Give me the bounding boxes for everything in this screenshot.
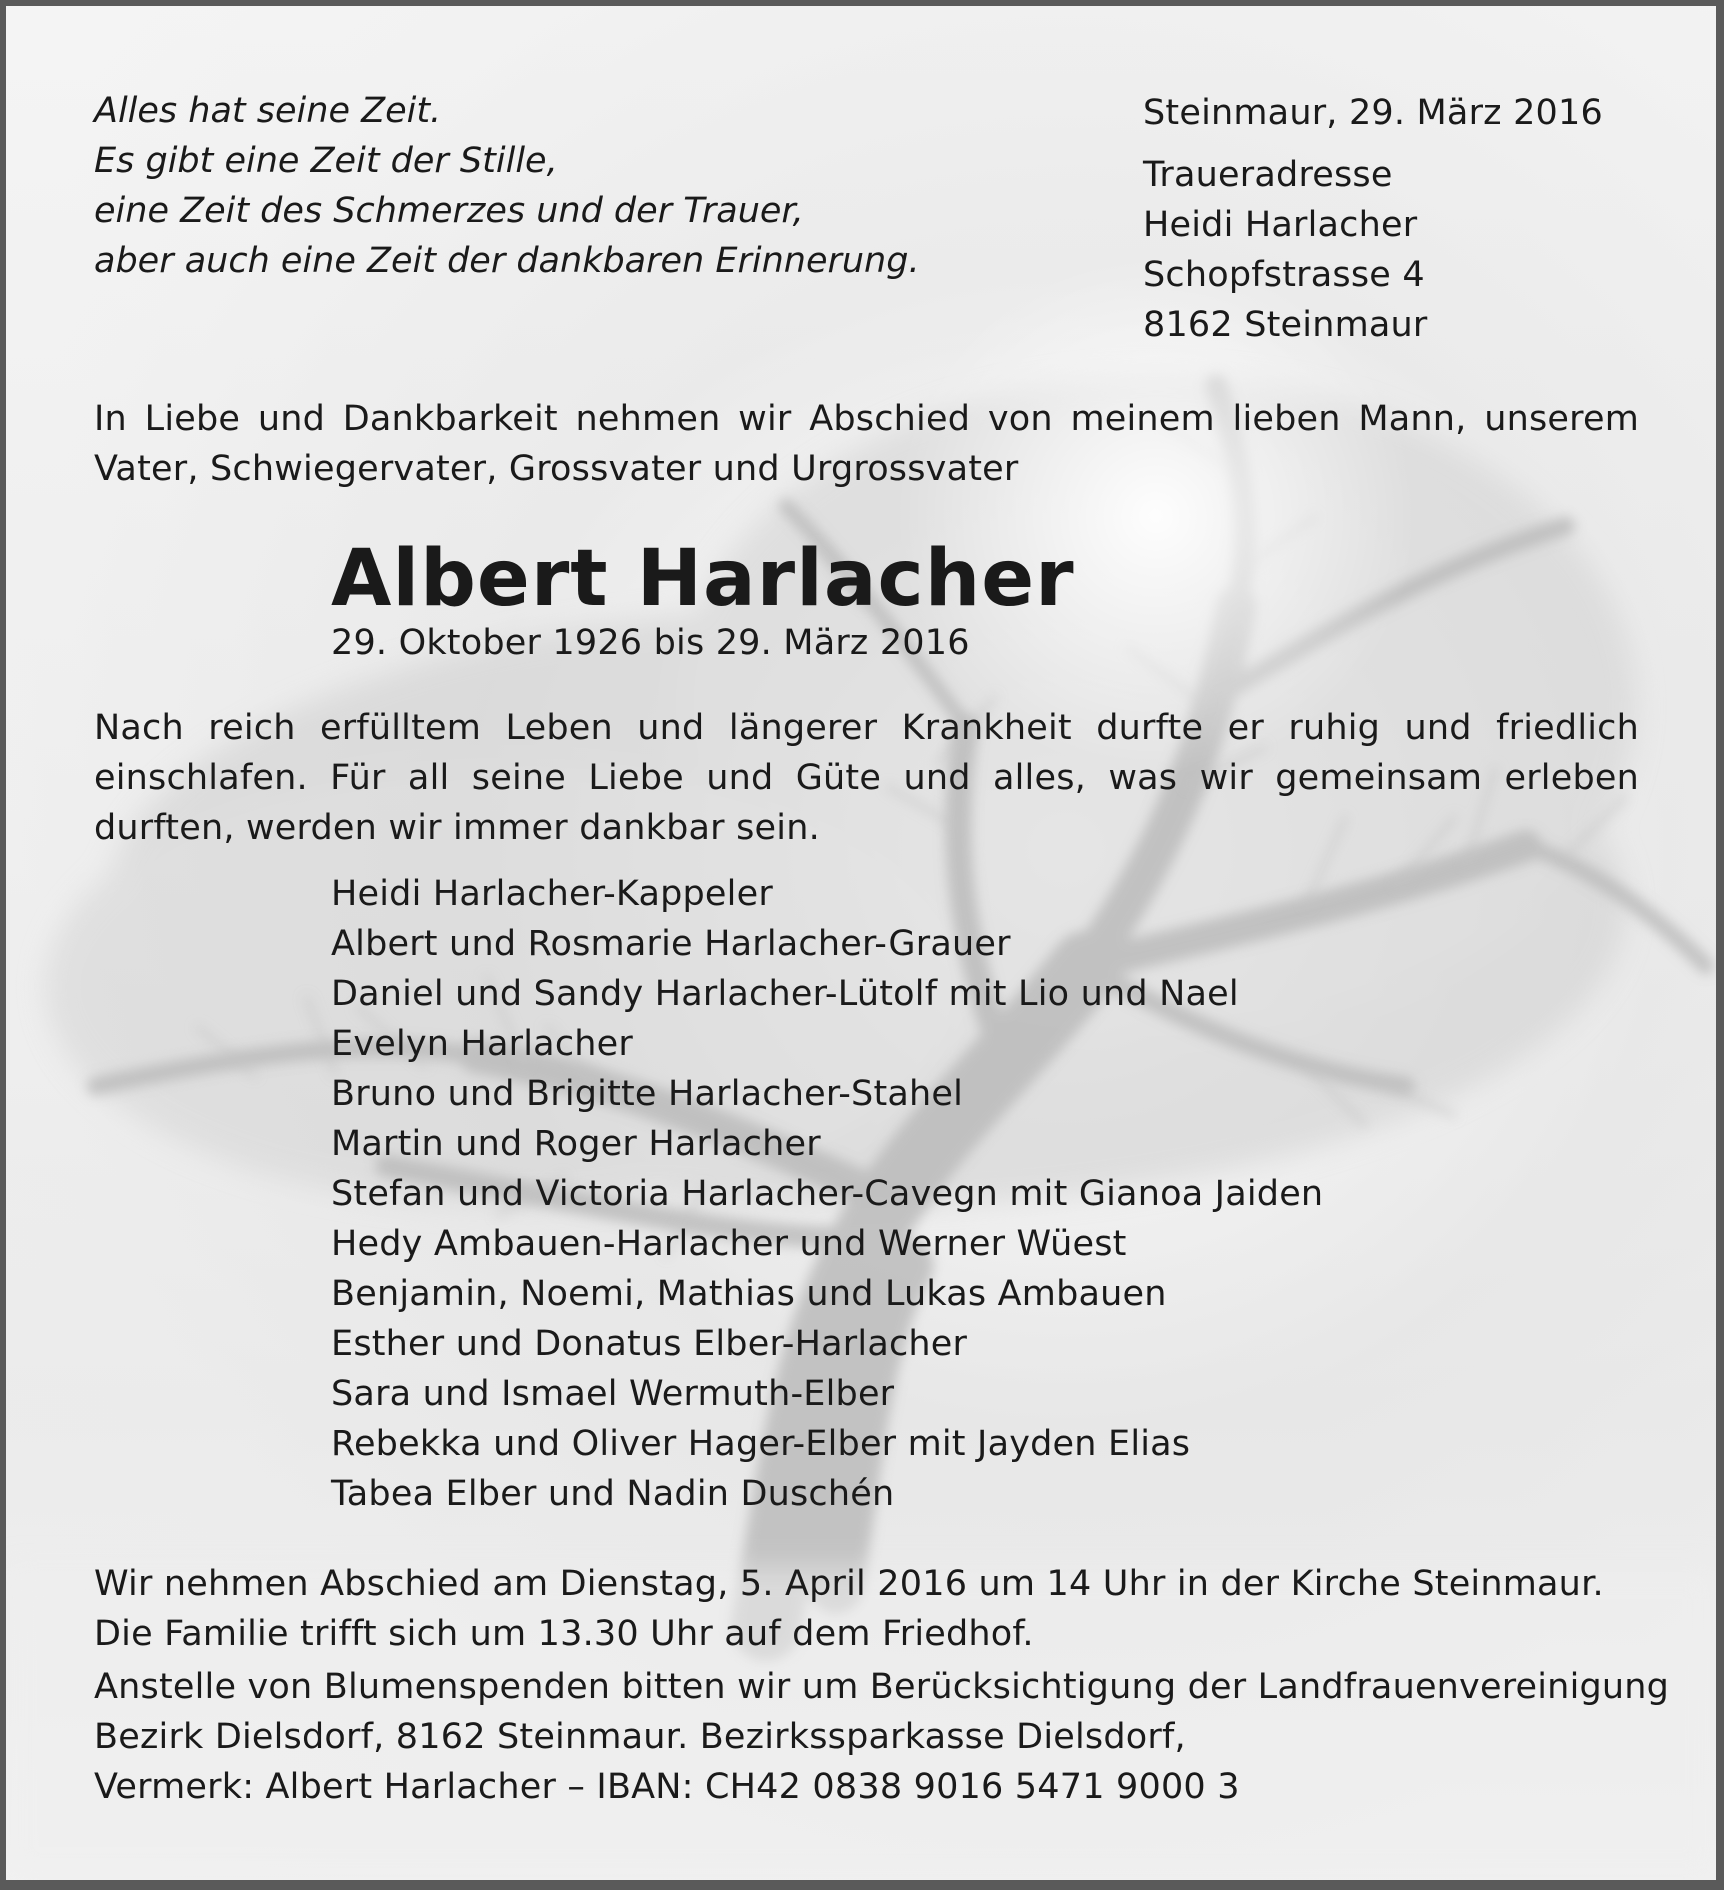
mourner-entry: Tabea Elber und Nadin Duschén xyxy=(331,1474,895,1514)
mourner-entry: Rebekka und Oliver Hager-Elber mit Jayden Elias xyxy=(331,1424,1191,1464)
mourner-entry: Albert und Rosmarie Harlacher-Grauer xyxy=(331,924,1011,964)
donation-line: Bezirk Dielsdorf, 8162 Steinmaur. Bezirkssparkasse Dielsdorf, xyxy=(94,1717,1186,1757)
address-street: Schopfstrasse 4 xyxy=(1143,255,1425,295)
ceremony-info xyxy=(94,1559,1604,1659)
motto-line: Alles hat seine Zeit. xyxy=(94,91,442,131)
obituary-content xyxy=(6,6,1716,1880)
mourner-entry: Benjamin, Noemi, Mathias und Lukas Ambauen xyxy=(331,1274,1167,1314)
address-heading: Traueradresse xyxy=(1143,155,1393,195)
mourners-list xyxy=(331,869,1323,1519)
address-name: Heidi Harlacher xyxy=(1143,205,1418,245)
donation-line: Anstelle von Blumenspenden bitten wir um Berücksichtigung der Landfrauenvereinigung xyxy=(94,1667,1670,1707)
donation-line: Vermerk: Albert Harlacher – IBAN: CH42 0838 9016 5471 9000 3 xyxy=(94,1767,1240,1807)
donation-info xyxy=(94,1662,1669,1812)
mourner-entry: Heidi Harlacher-Kappeler xyxy=(331,874,773,914)
mourner-entry: Martin und Roger Harlacher xyxy=(331,1124,821,1164)
mourner-entry: Hedy Ambauen-Harlacher und Werner Wüest xyxy=(331,1224,1127,1264)
deceased-name: Albert Harlacher xyxy=(331,534,1075,624)
mourner-entry: Esther und Donatus Elber-Harlacher xyxy=(331,1324,968,1364)
motto-line: eine Zeit des Schmerzes und der Trauer, xyxy=(94,191,804,231)
motto-verse xyxy=(94,86,920,286)
intro-paragraph: In Liebe und Dankbarkeit nehmen wir Abschied von meinem lieben Mann, unserem Vater, Schwiegervater, Grossvater und Urgrossvater xyxy=(94,399,1639,489)
mourner-entry: Sara und Ismael Wermuth-Elber xyxy=(331,1374,895,1414)
place-date: Steinmaur, 29. März 2016 xyxy=(1143,93,1603,133)
body-paragraph: Nach reich erfülltem Leben und längerer Krankheit durfte er ruhig und friedlich einschlafen. Für all seine Liebe und Güte und alles, was wir gemeinsam erleben durften, werden wir immer dankbar sein. xyxy=(94,708,1639,848)
mourner-entry: Daniel und Sandy Harlacher-Lütolf mit Lio und Nael xyxy=(331,974,1239,1014)
motto-line: Es gibt eine Zeit der Stille, xyxy=(94,141,558,181)
deceased-lifespan: 29. Oktober 1926 bis 29. März 2016 xyxy=(331,623,970,663)
mourning-address xyxy=(1143,150,1428,350)
ceremony-line: Wir nehmen Abschied am Dienstag, 5. April 2016 um 14 Uhr in der Kirche Steinmaur. xyxy=(94,1564,1604,1604)
mourner-entry: Stefan und Victoria Harlacher-Cavegn mit Gianoa Jaiden xyxy=(331,1174,1324,1214)
address-city: 8162 Steinmaur xyxy=(1143,305,1428,345)
ceremony-line: Die Familie trifft sich um 13.30 Uhr auf dem Friedhof. xyxy=(94,1614,1034,1654)
mourner-entry: Bruno und Brigitte Harlacher-Stahel xyxy=(331,1074,964,1114)
mourner-entry: Evelyn Harlacher xyxy=(331,1024,633,1064)
motto-line: aber auch eine Zeit der dankbaren Erinnerung. xyxy=(94,241,920,281)
